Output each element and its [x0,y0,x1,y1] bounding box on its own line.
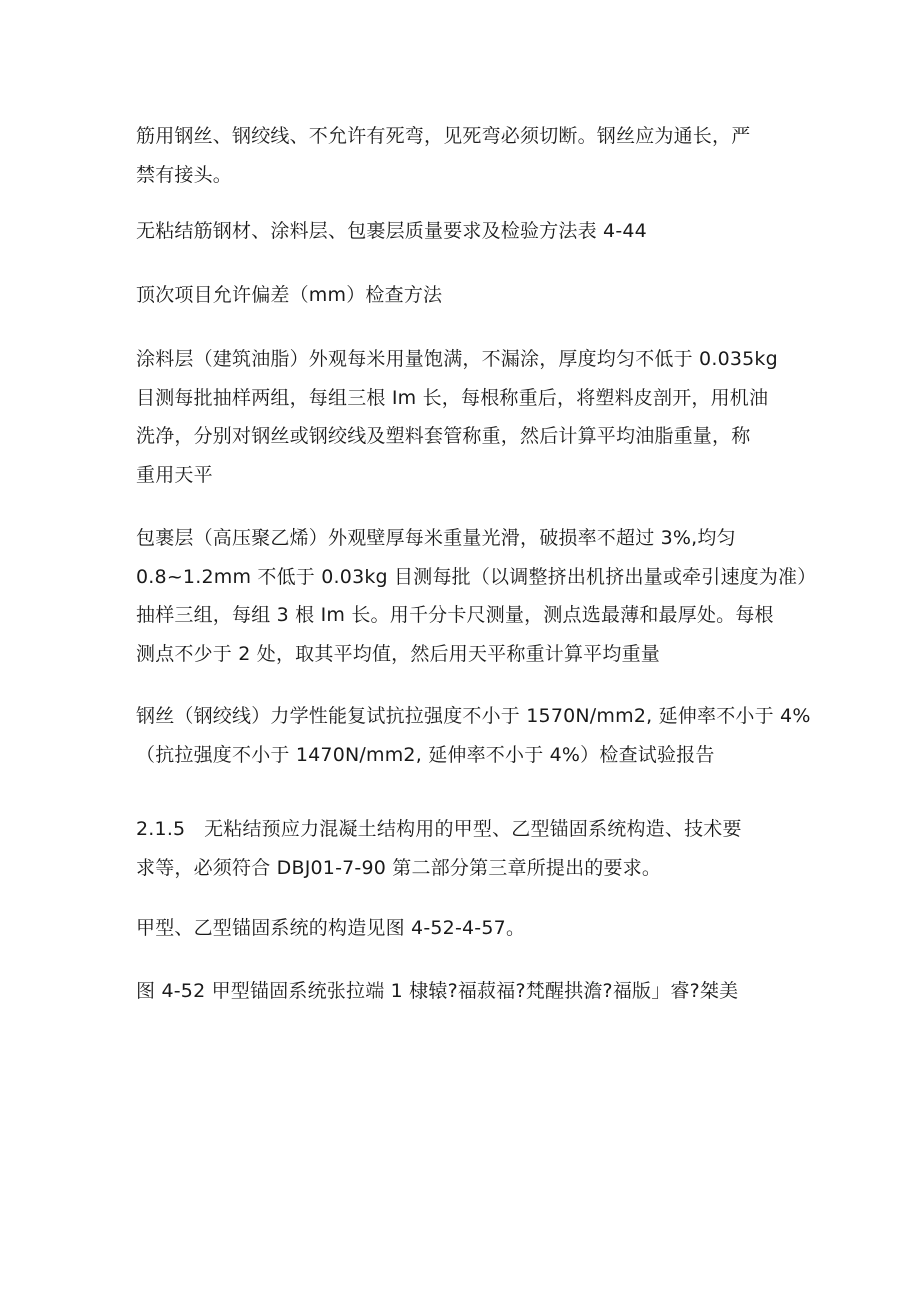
text-line: 2.1.5 无粘结预应力混凝土结构用的甲型、乙型锚固系统构造、技术要 [136,818,742,840]
paragraph-coating-layer [136,340,796,494]
text-line: 甲型、乙型锚固系统的构造见图 4-52-4-57。 [136,917,526,939]
paragraph-steel-wire-requirement [136,117,796,194]
text-line: 筋用钢丝、钢绞线、不允许有死弯，见死弯必须切断。钢丝应为通长，严 [136,125,751,147]
text-line: （抗拉强度不小于 1470N∕mm2, 延伸率不小于 4%）检查试验报告 [136,743,715,766]
paragraph-mechanical-properties [136,697,811,774]
paragraph-section-2-1-5 [136,810,796,887]
text-line: 求等，必须符合 DBJ01-7-90 第二部分第三章所提出的要求。 [136,856,662,879]
text-line: 目测每批抽样两组，每组三根 Im 长，每根称重后，将塑料皮剖开，用机油 [136,386,769,409]
paragraph-table-title [136,212,796,251]
paragraph-anchor-construction-ref [136,909,796,948]
paragraph-figure-caption [136,972,796,1011]
text-line: 抽样三组，每组 3 根 Im 长。用千分卡尺测量，测点选最薄和最厚处。每根 [136,604,774,626]
text-line: 洗净，分别对钢丝或钢绞线及塑料套管称重，然后计算平均油脂重量，称 [136,425,751,447]
text-line: 测点不少于 2 处，取其平均值，然后用天平称重计算平均重量 [136,642,660,665]
text-line: 重用天平 [136,463,213,486]
text-line: 包裹层（高压聚乙烯）外观壁厚每米重量光滑，破损率不超过 3%,均匀 [136,527,736,549]
text-line: 图 4-52 甲型锚固系统张拉端 1 棣辕?福菽福?梵醒拱澹?福版」睿?桀美 [136,979,739,1002]
text-line: 涂料层（建筑油脂）外观每米用量饱满，不漏涂，厚度均匀不低于 0.035kg [136,348,778,370]
text-line: 无粘结筋钢材、涂料层、包裹层质量要求及检验方法表 4-44 [136,220,647,242]
document-body [136,117,817,1010]
paragraph-wrapping-layer [136,519,817,673]
paragraph-table-header [136,276,796,315]
text-line: 0.8~1.2mm 不低于 0.03kg 目测每批（以调整挤出机挤出量或牵引速度为准） [136,565,817,588]
text-line: 钢丝（钢绞线）力学性能复试抗拉强度不小于 1570N∕mm2, 延伸率不小于 4% [136,705,811,727]
text-line: 禁有接头。 [136,163,233,186]
text-line: 顶次项目允许偏差（mm）检查方法 [136,283,443,306]
